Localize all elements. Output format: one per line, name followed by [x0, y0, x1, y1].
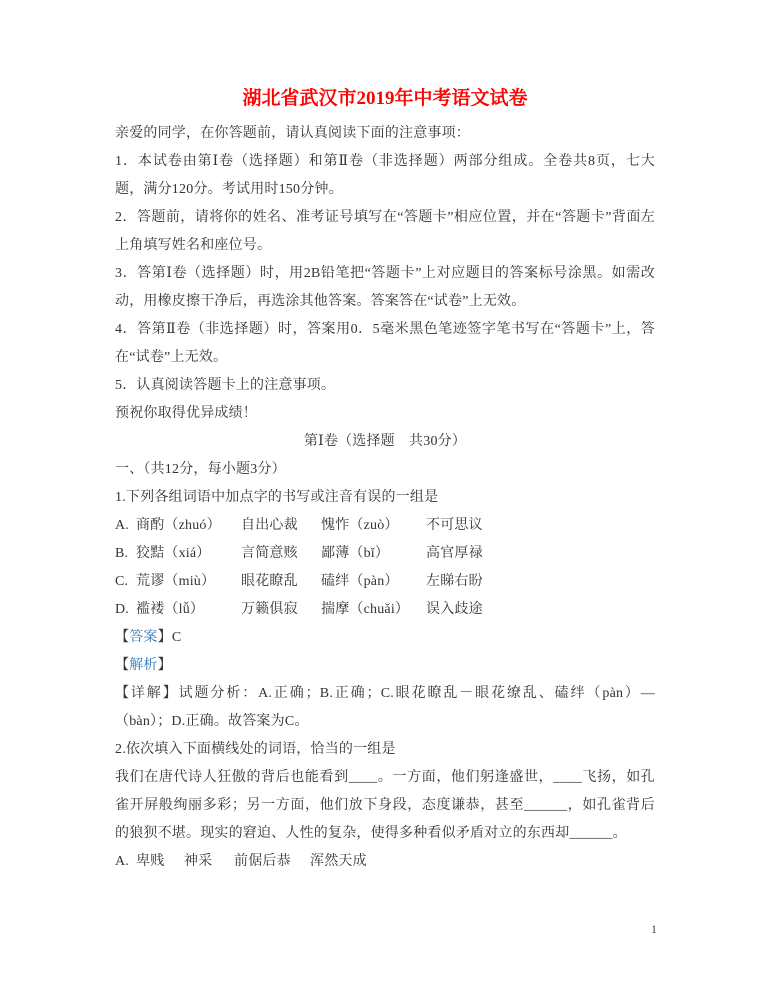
answer-label: 答案	[129, 630, 158, 645]
option-word: 不可思议	[426, 518, 483, 533]
option-word: 荒谬（miù）	[136, 574, 216, 589]
analysis-label: 解析	[129, 658, 158, 673]
option-word: 前倨后恭	[234, 854, 291, 869]
answer-bracket-close: 】	[157, 630, 172, 645]
page-title: 湖北省武汉市2019年中考语文试卷	[242, 88, 528, 109]
intro-note-3: 3．答第Ⅰ卷（选择题）时，用2B铅笔把“答题卡”上对应题目的答案标号涂黑。如需改动，用橡皮擦干净后，再选涂其他答案。答案答在“试卷”上无效。	[115, 266, 655, 309]
analysis-bracket-close: 】	[157, 658, 172, 673]
option-word: 愧怍（zuò）	[321, 518, 399, 533]
option-word: 自出心裁	[241, 518, 298, 533]
q1-answer-line	[115, 624, 655, 652]
page-number: 1	[651, 922, 657, 936]
q1-option-d	[115, 596, 655, 624]
q1-option-b	[115, 540, 655, 568]
option-word: 狡黠（xiá）	[136, 546, 211, 561]
option-word: 误入歧途	[426, 602, 483, 617]
option-label: B.	[115, 546, 129, 561]
intro-note-1: 1．本试卷由第Ⅰ卷（选择题）和第Ⅱ卷（非选择题）两部分组成。全卷共8页，七大题，满分120分。考试用时150分钟。	[115, 154, 655, 197]
q1-stem: 1.下列各组词语中加点字的书写或注音有误的一组是	[115, 490, 439, 505]
option-word: 浑然天成	[310, 854, 367, 869]
section1-part-title: 一、（共12分，每小题3分）	[115, 462, 286, 477]
intro-note-5: 5．认真阅读答题卡上的注意事项。	[115, 378, 336, 393]
option-word: 褴褛（lǚ）	[136, 602, 205, 617]
answer-value: C	[171, 630, 182, 645]
q1-option-a	[115, 512, 655, 540]
analysis-bracket-open: 【	[115, 658, 130, 673]
option-word: 揣摩（chuǎi）	[321, 602, 410, 617]
option-word: 商酌（zhuó）	[136, 518, 221, 533]
option-label: A.	[115, 518, 130, 533]
option-word: 眼花瞭乱	[241, 574, 298, 589]
option-word: 磕绊（pàn）	[321, 574, 399, 589]
option-word: 左睇右盼	[426, 574, 483, 589]
intro-note-4: 4．答第Ⅱ卷（非选择题）时，答案用0．5毫米黑色笔迹签字笔书写在“答题卡”上，答在“试卷”上无效。	[115, 322, 655, 365]
section1-header: 第Ⅰ卷（选择题 共30分）	[303, 434, 467, 449]
intro-wish: 预祝你取得优异成绩！	[115, 406, 257, 421]
q1-option-c	[115, 568, 655, 596]
option-label: D.	[115, 602, 130, 617]
q2-option-a	[115, 848, 655, 876]
option-label: A.	[115, 854, 130, 869]
q1-detail: 【详解】试题分析：A.正确；B.正确；C.眼花瞭乱－眼花缭乱、磕绊（pàn）—（bàn）；D.正确。故答案为C。	[115, 686, 655, 729]
intro-note-2: 2．答题前，请将你的姓名、准考证号填写在“答题卡”相应位置，并在“答题卡”背面左上角填写姓名和座位号。	[115, 210, 655, 253]
option-word: 神采	[184, 854, 213, 869]
q1-analysis-line	[115, 652, 655, 680]
q2-stem: 2.依次填入下面横线处的词语，恰当的一组是	[115, 742, 396, 757]
intro-greeting: 亲爱的同学，在你答题前，请认真阅读下面的注意事项：	[115, 126, 470, 141]
option-label: C.	[115, 574, 129, 589]
option-word: 卑贱	[136, 854, 165, 869]
option-word: 万籁俱寂	[241, 602, 298, 617]
q2-passage: 我们在唐代诗人狂傲的背后也能看到____。一方面，他们躬逢盛世，____飞扬，如孔雀开屏般绚丽多彩；另一方面，他们放下身段，态度谦恭，甚至______，如孔雀背后的狼狈不堪。现实的窘迫、人性的复杂，使得多种看似矛盾对立的东西却______。	[115, 770, 655, 841]
option-word: 言简意赅	[241, 546, 298, 561]
answer-bracket-open: 【	[115, 630, 130, 645]
option-word: 高官厚禄	[426, 546, 483, 561]
option-word: 鄙薄（bǐ）	[321, 546, 390, 561]
